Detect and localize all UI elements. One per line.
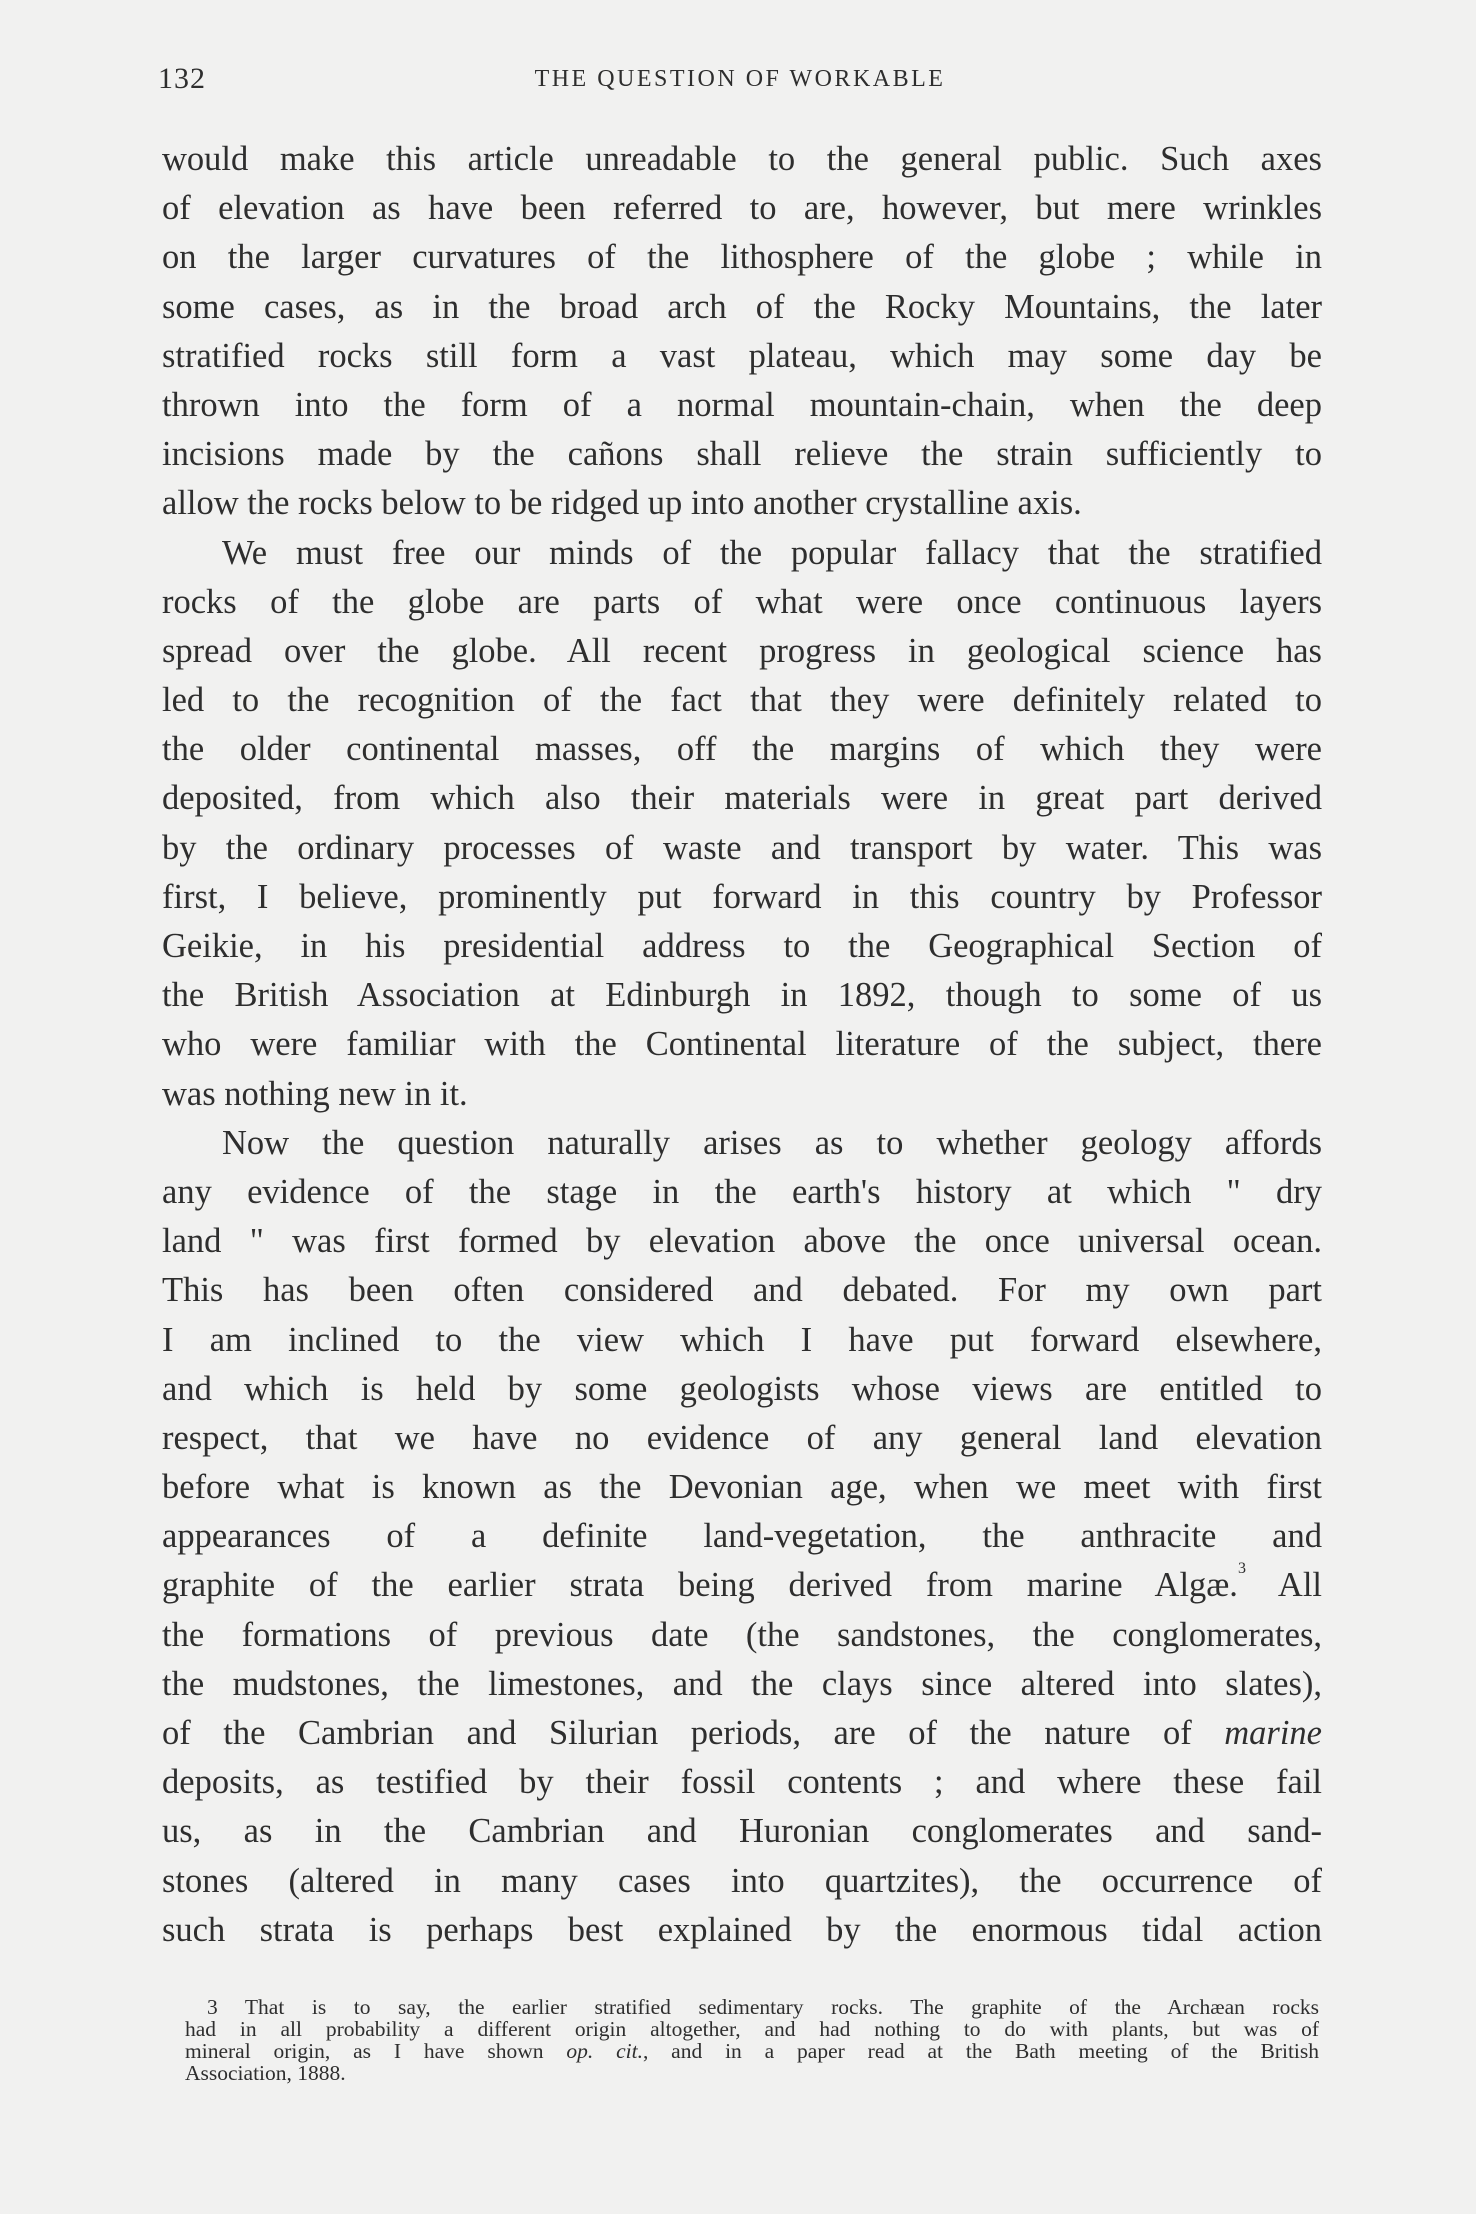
text-line: on the larger curvatures of the lithosphere of the globe ; while in <box>162 238 1322 277</box>
footnote-line <box>185 2040 1319 2062</box>
text-line: and which is held by some geologists whose views are entitled to <box>162 1369 1322 1408</box>
paragraph <box>162 529 1322 1119</box>
text-line: some cases, as in the broad arch of the Rocky Mountains, the later <box>162 287 1322 326</box>
text-line: appearances of a definite land-vegetation, the anthracite and <box>162 1517 1322 1556</box>
footnote <box>185 1996 1319 2084</box>
running-head: THE QUESTION OF WORKABLE <box>534 66 946 92</box>
text-line: the mudstones, the limestones, and the clays since altered into slates), <box>162 1664 1322 1703</box>
text-line: spread over the globe. All recent progress in geological science has <box>162 631 1322 670</box>
text-line: was nothing new in it. <box>162 1074 468 1113</box>
text-line: rocks of the globe are parts of what were once continuous layers <box>162 582 1322 621</box>
italic-text: marine <box>1224 1714 1322 1752</box>
text-line: stratified rocks still form a vast plateau, which may some day be <box>162 336 1322 375</box>
footnote-marker: 3 <box>207 1995 218 2019</box>
text-line: allow the rocks below to be ridged up into another crystalline axis. <box>162 484 1082 523</box>
text-line: This has been often considered and debated. For my own part <box>162 1271 1322 1310</box>
text-line: thrown into the form of a normal mountain-chain, when the deep <box>162 385 1322 424</box>
text-line: respect, that we have no evidence of any general land elevation <box>162 1418 1322 1457</box>
text-line: Geikie, in his presidential address to the Geographical Section of <box>162 927 1322 965</box>
text-line: such strata is perhaps best explained by the enormous tidal action <box>162 1910 1322 1949</box>
page-header <box>158 62 1322 102</box>
text-line <box>162 1561 1322 1610</box>
text-fragment: of the Cambrian and Silurian periods, are of the nature of <box>162 1714 1225 1752</box>
text-fragment: mineral origin, as I have shown <box>185 2039 567 2063</box>
text-fragment: All <box>1245 1566 1322 1605</box>
text-line: the British Association at Edinburgh in 1892, though to some of us <box>162 976 1322 1015</box>
paragraph <box>162 1119 1322 1955</box>
text-fragment: That is to say, the earlier stratified sedimentary rocks. The graphite of the Archæan rocks <box>244 1995 1319 2019</box>
footnote-line <box>185 1996 1319 2018</box>
text-line: by the ordinary processes of waste and transport by water. This was <box>162 828 1322 867</box>
text-line: the formations of previous date (the sandstones, the conglomerates, <box>162 1615 1322 1654</box>
text-line: the older continental masses, off the margins of which they were <box>162 730 1322 769</box>
text-line: I am inclined to the view which I have put forward elsewhere, <box>162 1320 1322 1359</box>
text-line <box>162 1709 1322 1758</box>
text-line: We must free our minds of the popular fallacy that the stratified <box>222 533 1322 572</box>
italic-text: op. cit. <box>566 2039 643 2063</box>
text-fragment: , and in a paper read at the Bath meeting of the British <box>642 2039 1320 2063</box>
text-line: deposits, as testified by their fossil contents ; and where these fail <box>162 1763 1322 1802</box>
page-number: 132 <box>158 62 206 95</box>
footnote-line: Association, 1888. <box>185 2061 346 2085</box>
text-line: deposited, from which also their materials were in great part derived <box>162 779 1322 818</box>
text-line: before what is known as the Devonian age, when we meet with first <box>162 1468 1322 1507</box>
paragraph <box>162 135 1322 529</box>
text-line: land " was first formed by elevation above the once universal ocean. <box>162 1222 1322 1261</box>
footnote-reference: 3 <box>1237 1560 1246 1578</box>
text-line: incisions made by the cañons shall relieve the strain sufficiently to <box>162 435 1322 474</box>
text-line: would make this article unreadable to the general public. Such axes <box>162 140 1322 178</box>
text-line: first, I believe, prominently put forward in this country by Professor <box>162 877 1322 916</box>
text-line: any evidence of the stage in the earth's history at which " dry <box>162 1172 1322 1211</box>
text-line: led to the recognition of the fact that they were definitely related to <box>162 681 1322 720</box>
body-text <box>162 135 1322 1955</box>
text-line: us, as in the Cambrian and Huronian conglomerates and sand- <box>162 1812 1322 1851</box>
text-line: who were familiar with the Continental literature of the subject, there <box>162 1025 1322 1064</box>
text-fragment: graphite of the earlier strata being derived from marine Algæ. <box>162 1566 1238 1605</box>
text-line: Now the question naturally arises as to whether geology affords <box>222 1123 1322 1162</box>
footnote-line: had in all probability a different origin altogether, and had nothing to do with plants, but was of <box>185 2017 1319 2041</box>
text-line: of elevation as have been referred to are, however, but mere wrinkles <box>162 189 1322 228</box>
text-line: stones (altered in many cases into quartzites), the occurrence of <box>162 1861 1322 1900</box>
